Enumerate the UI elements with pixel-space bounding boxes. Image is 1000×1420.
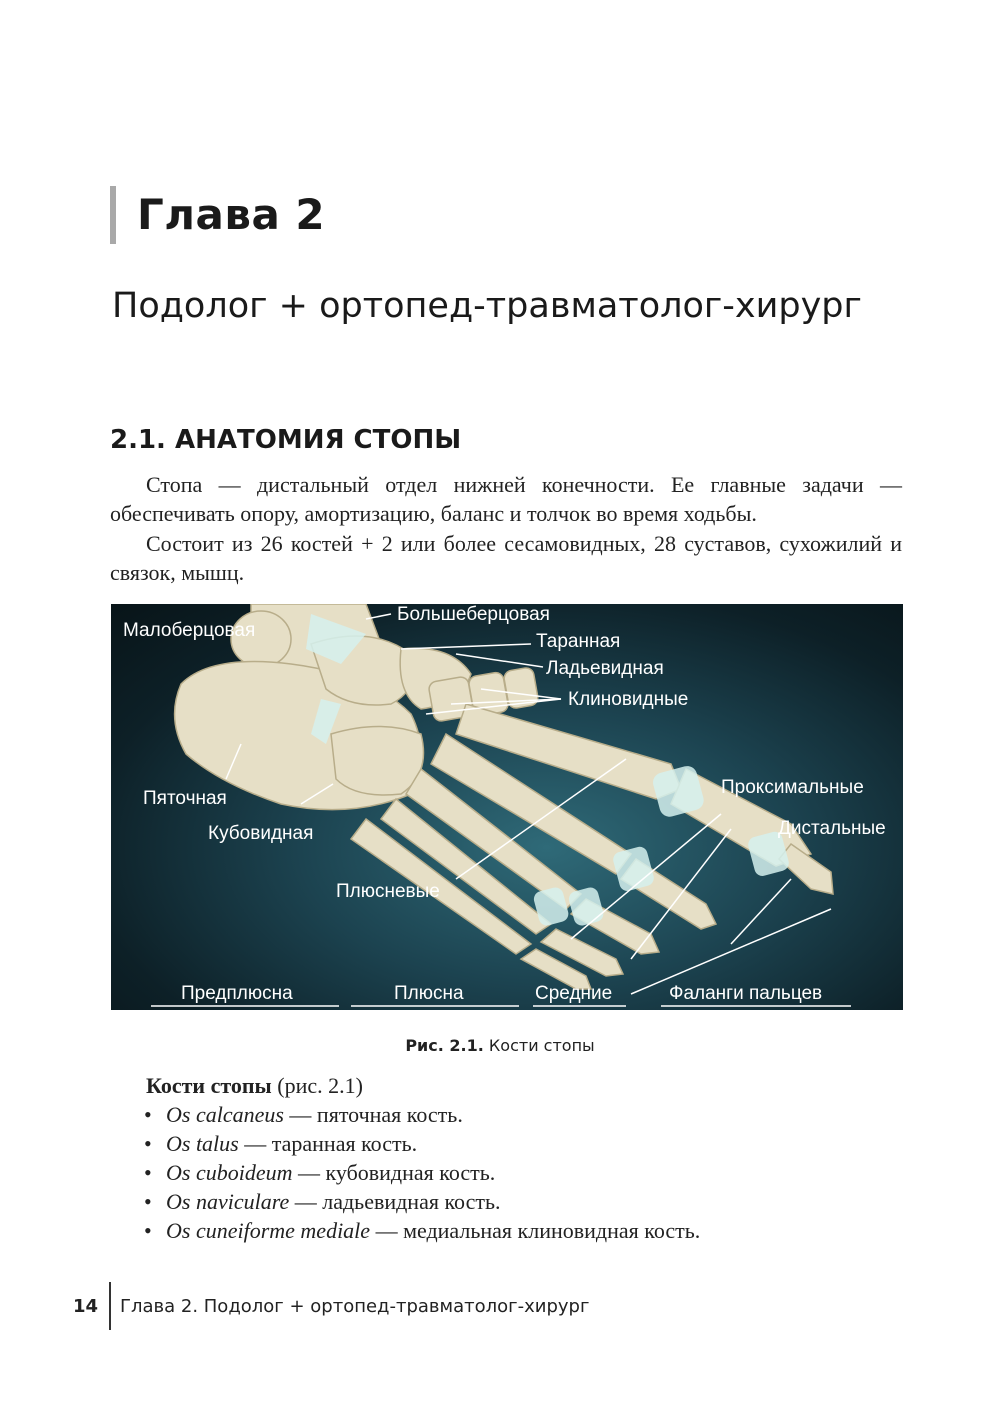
figure-caption-prefix: Рис. 2.1. bbox=[405, 1036, 484, 1055]
bullet-icon: • bbox=[144, 1160, 152, 1185]
chapter-title: Глава 2 bbox=[137, 190, 326, 239]
chapter-accent-bar bbox=[110, 186, 116, 244]
list-item bbox=[140, 1216, 700, 1245]
foot-bones-illustration bbox=[111, 604, 903, 1010]
bones-list-title-text: Кости стопы bbox=[146, 1073, 272, 1098]
list-item bbox=[140, 1158, 700, 1187]
bones-list bbox=[140, 1100, 700, 1245]
bullet-icon: • bbox=[144, 1189, 152, 1214]
list-item bbox=[140, 1129, 700, 1158]
bones-list-title-ref: (рис. 2.1) bbox=[277, 1073, 363, 1098]
page-number: 14 bbox=[73, 1296, 99, 1317]
bone-description: — ладьевидная кость. bbox=[294, 1189, 501, 1214]
label-tarsus: Предплюсна bbox=[181, 983, 293, 1004]
bullet-icon: • bbox=[144, 1131, 152, 1156]
section-heading: 2.1. АНАТОМИЯ СТОПЫ bbox=[110, 425, 462, 455]
bullet-icon: • bbox=[144, 1102, 152, 1127]
latin-name: Os cuboideum bbox=[166, 1160, 293, 1185]
list-item bbox=[140, 1187, 700, 1216]
label-metatarsals: Плюсневые bbox=[336, 881, 440, 902]
foot-bones-figure bbox=[111, 604, 903, 1010]
label-calcaneus: Пяточная bbox=[143, 788, 227, 809]
label-proximal: Проксимальные bbox=[721, 777, 864, 798]
paragraph-1: Стопа — дистальный отдел нижней конечности. Ее главные задачи — обеспечивать опору, амортизацию, баланс и толчок во время ходьбы. bbox=[110, 472, 902, 526]
label-phalanges: Фаланги пальцев bbox=[669, 983, 823, 1004]
latin-name: Os naviculare bbox=[166, 1189, 290, 1214]
cuboid-bone bbox=[331, 727, 424, 796]
running-head: Глава 2. Подолог + ортопед-травматолог-хирург bbox=[120, 1296, 590, 1317]
label-talus: Таранная bbox=[536, 631, 621, 652]
paragraph-2: Состоит из 26 костей + 2 или более сесамовидных, 28 суставов, сухожилий и связок, мышц. bbox=[110, 531, 902, 585]
figure-caption bbox=[0, 1034, 1000, 1058]
latin-name: Os talus bbox=[166, 1131, 239, 1156]
latin-name: Os cuneiforme mediale bbox=[166, 1218, 371, 1243]
bone-description: — кубовидная кость. bbox=[297, 1160, 496, 1185]
label-distal: Дистальные bbox=[778, 818, 886, 839]
latin-name: Os calcaneus bbox=[166, 1102, 284, 1127]
bullet-icon: • bbox=[144, 1218, 152, 1243]
label-fibula: Малоберцовая bbox=[123, 620, 256, 641]
chapter-subtitle: Подолог + ортопед-травматолог-хирург bbox=[112, 286, 862, 326]
footer-divider bbox=[109, 1282, 111, 1330]
label-cuneiform: Клиновидные bbox=[568, 689, 689, 710]
bone-description: — пяточная кость. bbox=[289, 1102, 463, 1127]
label-tibia: Большеберцовая bbox=[397, 604, 550, 625]
bone-description: — медиальная клиновидная кость. bbox=[375, 1218, 701, 1243]
label-navicular: Ладьевидная bbox=[546, 658, 664, 679]
list-item bbox=[140, 1100, 700, 1129]
label-metatarsus: Плюсна bbox=[394, 983, 464, 1004]
label-cuboid: Кубовидная bbox=[208, 823, 314, 844]
figure-caption-text: Кости стопы bbox=[488, 1036, 595, 1055]
bone-description: — таранная кость. bbox=[244, 1131, 418, 1156]
label-middle: Средние bbox=[535, 983, 613, 1004]
bones-list-title bbox=[146, 1072, 363, 1100]
